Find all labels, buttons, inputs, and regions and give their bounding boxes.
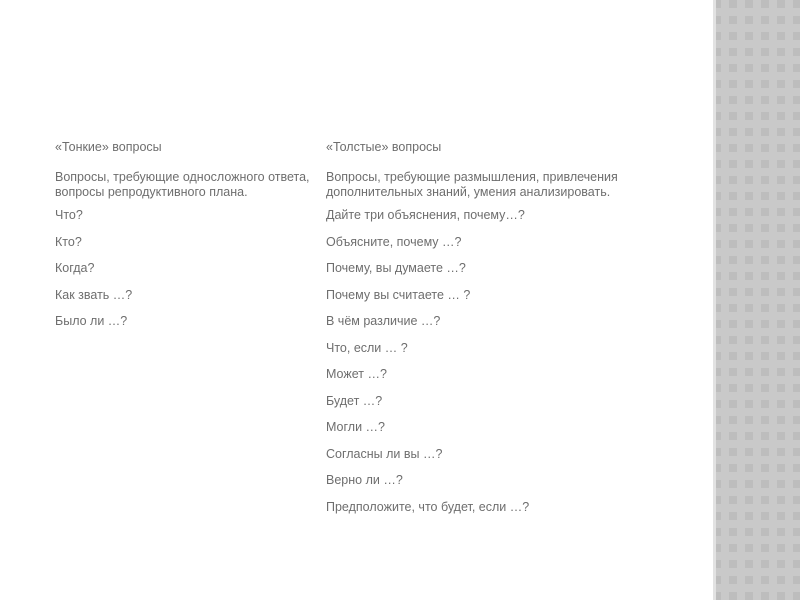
thick-question-item: Почему вы считаете … ? — [326, 287, 471, 302]
thick-question-item: В чём различие …? — [326, 314, 441, 328]
thin-questions-column — [55, 140, 317, 341]
thick-question-item: Верно ли …? — [326, 473, 403, 487]
thick-question-item: Почему, вы думаете …? — [326, 261, 466, 275]
thick-questions-column — [326, 140, 711, 526]
thin-question-item: Что? — [55, 208, 83, 222]
thick-questions-description: Вопросы, требующие размышления, привлечения дополнительных знаний, умения анализировать. — [326, 170, 618, 199]
thin-question-item: Как звать …? — [55, 287, 133, 302]
thin-question-item: Кто? — [55, 234, 82, 249]
thick-question-item: Дайте три объяснения, почему…? — [326, 208, 525, 222]
thin-question-item: Было ли …? — [55, 314, 128, 328]
thin-questions-header: «Тонкие» вопросы — [55, 140, 162, 154]
thin-questions-description: Вопросы, требующие односложного ответа, вопросы репродуктивного плана. — [55, 170, 310, 199]
thick-question-item: Могли …? — [326, 420, 385, 434]
thick-question-item: Объясните, почему …? — [326, 234, 462, 249]
thick-questions-header: «Толстые» вопросы — [326, 140, 442, 154]
decorative-side-pattern — [713, 0, 800, 600]
thick-question-item: Предположите, что будет, если …? — [326, 499, 530, 514]
thick-question-item: Что, если … ? — [326, 340, 408, 355]
thin-question-item: Когда? — [55, 261, 95, 275]
thick-question-item: Согласны ли вы …? — [326, 446, 443, 461]
thick-question-item: Может …? — [326, 367, 387, 381]
thick-question-item: Будет …? — [326, 393, 383, 408]
